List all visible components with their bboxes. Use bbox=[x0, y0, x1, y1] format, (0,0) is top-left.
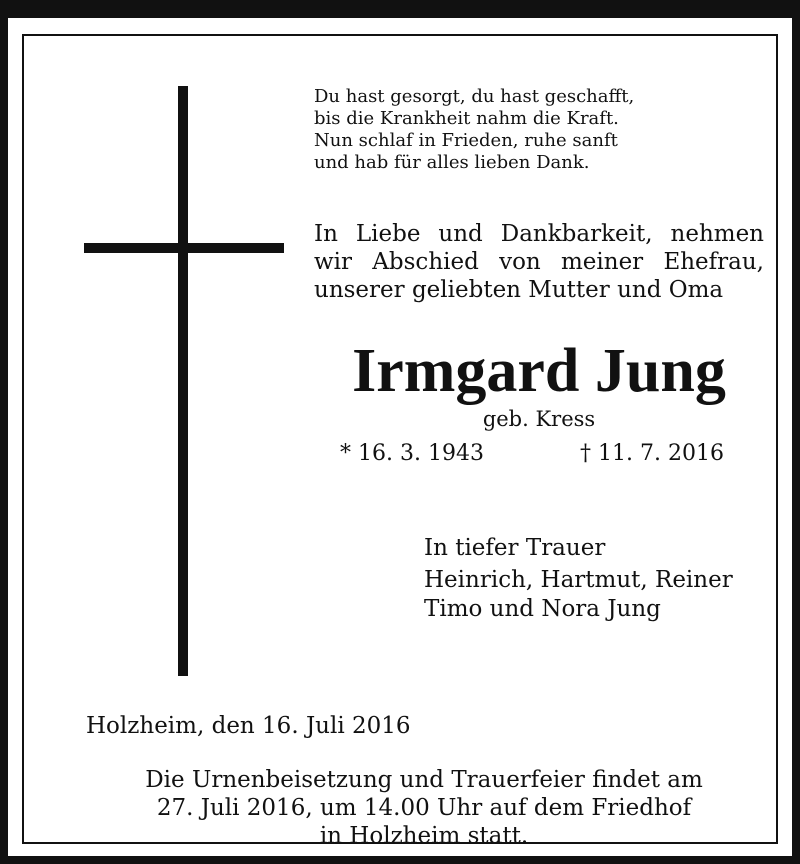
ceremony-info bbox=[64, 766, 784, 850]
death-date: † 11. 7. 2016 bbox=[580, 441, 724, 466]
ceremony-line: 27. Juli 2016, um 14.00 Uhr auf dem Friedhof bbox=[156, 795, 692, 821]
poem-line: Du hast gesorgt, du hast geschafft, bbox=[314, 86, 635, 107]
poem-line: und hab für alles lieben Dank. bbox=[314, 152, 590, 173]
farewell-word: nehmen bbox=[670, 221, 764, 247]
mourners-names-line: Timo und Nora Jung bbox=[424, 596, 661, 622]
mourners-names-line: Heinrich, Hartmut, Reiner bbox=[424, 567, 733, 593]
farewell-line bbox=[314, 248, 764, 276]
place-date: Holzheim, den 16. Juli 2016 bbox=[86, 713, 411, 739]
cross-icon-vertical-bar bbox=[178, 86, 188, 676]
farewell-word: Dankbarkeit, bbox=[500, 221, 653, 247]
farewell-line-text: unserer geliebten Mutter und Oma bbox=[314, 277, 724, 303]
farewell-word: meiner bbox=[560, 249, 644, 275]
cross-icon-horizontal-bar bbox=[84, 243, 284, 253]
mourners bbox=[424, 534, 733, 624]
ceremony-line: Die Urnenbeisetzung und Trauerfeier findet am bbox=[145, 767, 703, 793]
farewell-word: und bbox=[438, 221, 483, 247]
poem-line: Nun schlaf in Frieden, ruhe sanft bbox=[314, 130, 618, 151]
farewell-word: von bbox=[499, 249, 541, 275]
poem-line: bis die Krankheit nahm die Kraft. bbox=[314, 108, 619, 129]
farewell-text bbox=[314, 220, 764, 304]
notice-frame bbox=[22, 34, 778, 849]
mourners-intro: In tiefer Trauer bbox=[424, 535, 606, 561]
farewell-word: Abschied bbox=[372, 249, 479, 275]
birth-date: * 16. 3. 1943 bbox=[340, 441, 484, 466]
farewell-word: In bbox=[314, 221, 338, 247]
farewell-word: Liebe bbox=[355, 221, 421, 247]
poem bbox=[314, 86, 634, 174]
farewell-word: Ehefrau, bbox=[663, 249, 764, 275]
farewell-line bbox=[314, 276, 764, 304]
farewell-word: wir bbox=[314, 249, 353, 275]
ceremony-line: in Holzheim statt. bbox=[319, 823, 529, 849]
deceased-name: Irmgard Jung bbox=[352, 337, 726, 405]
maiden-name: geb. Kress bbox=[482, 407, 596, 431]
farewell-line bbox=[314, 220, 764, 248]
